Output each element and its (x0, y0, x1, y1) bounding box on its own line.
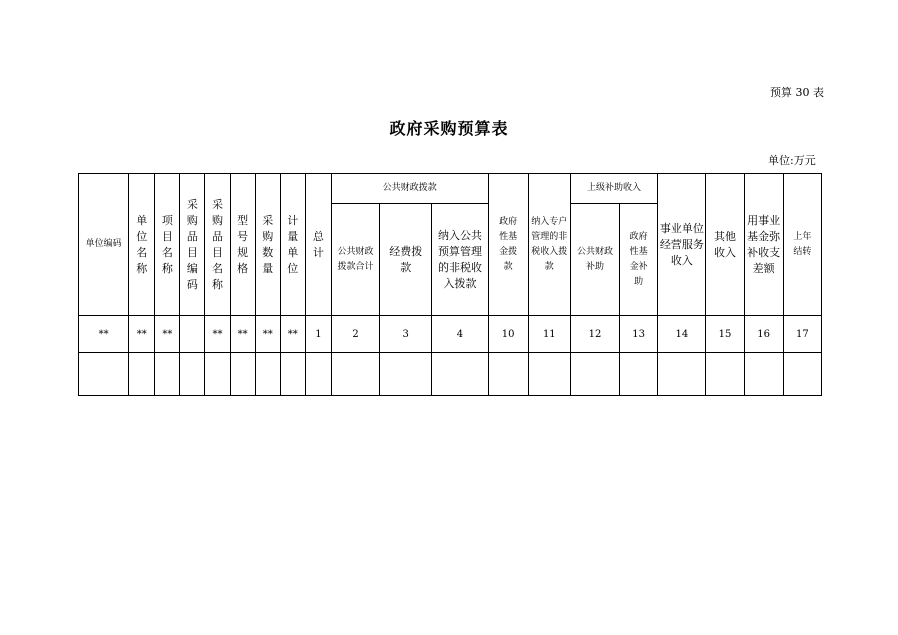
header-fund-cover: 用事业基金弥补收支差额 (744, 174, 783, 316)
header-item-name: 采购品目名称 (205, 174, 230, 316)
header-us-public: 公共财政补助 (570, 204, 619, 316)
header-carryover: 上年结转 (783, 174, 821, 316)
blank-cell[interactable] (570, 353, 619, 396)
code-cell: 13 (620, 316, 658, 353)
code-cell: 17 (783, 316, 821, 353)
blank-row (79, 353, 822, 396)
blank-cell[interactable] (305, 353, 331, 396)
code-cell: 15 (706, 316, 744, 353)
blank-cell[interactable] (255, 353, 280, 396)
blank-cell[interactable] (331, 353, 379, 396)
header-public-finance: 公共财政拨款 (331, 174, 488, 204)
header-model-spec: 型号规格 (230, 174, 255, 316)
header-total: 总计 (305, 174, 331, 316)
code-cell: ** (129, 316, 155, 353)
header-us-fund: 政府性基金补助 (620, 204, 658, 316)
header-unit-name: 单位名称 (129, 174, 155, 316)
header-gov-fund: 政府性基金拨款 (488, 174, 528, 316)
blank-cell[interactable] (280, 353, 305, 396)
code-cell: ** (155, 316, 180, 353)
header-pf-nontax: 纳入公共预算管理的非税收入拨款 (432, 204, 488, 316)
header-quantity: 采购数量 (255, 174, 280, 316)
unit-label: 单位:万元 (768, 154, 816, 167)
blank-cell[interactable] (79, 353, 129, 396)
code-cell: ** (255, 316, 280, 353)
blank-cell[interactable] (488, 353, 528, 396)
header-upper-subsidy: 上级补助收入 (570, 174, 657, 204)
header-pf-total: 公共财政拨款合计 (331, 204, 379, 316)
code-cell: 3 (380, 316, 432, 353)
code-row (79, 316, 822, 353)
code-cell: ** (79, 316, 129, 353)
header-business-income: 事业单位经营服务收入 (658, 174, 706, 316)
code-cell: 10 (488, 316, 528, 353)
header-item-code: 采购品目编码 (180, 174, 205, 316)
code-cell: 12 (570, 316, 619, 353)
header-pf-expense: 经费拨款 (380, 204, 432, 316)
header-measure-unit: 计量单位 (280, 174, 305, 316)
code-cell: 2 (331, 316, 379, 353)
blank-cell[interactable] (658, 353, 706, 396)
code-cell: 16 (744, 316, 783, 353)
code-cell: ** (230, 316, 255, 353)
blank-cell[interactable] (129, 353, 155, 396)
code-cell: 4 (432, 316, 488, 353)
blank-cell[interactable] (528, 353, 570, 396)
blank-cell[interactable] (230, 353, 255, 396)
page-title: 政府采购预算表 (389, 119, 509, 138)
blank-cell[interactable] (155, 353, 180, 396)
form-number: 预算 30 表 (770, 86, 824, 99)
header-special-nontax: 纳入专户管理的非税收入拨款 (528, 174, 570, 316)
blank-cell[interactable] (432, 353, 488, 396)
blank-cell[interactable] (706, 353, 744, 396)
blank-cell[interactable] (783, 353, 821, 396)
code-cell: 14 (658, 316, 706, 353)
procurement-budget-table (78, 173, 822, 396)
header-other-income: 其他收入 (706, 174, 744, 316)
code-cell: ** (280, 316, 305, 353)
blank-cell[interactable] (620, 353, 658, 396)
blank-cell[interactable] (380, 353, 432, 396)
header-project-name: 项目名称 (155, 174, 180, 316)
header-unit-code: 单位编码 (79, 174, 129, 316)
code-cell (180, 316, 205, 353)
blank-cell[interactable] (180, 353, 205, 396)
code-cell: 11 (528, 316, 570, 353)
blank-cell[interactable] (205, 353, 230, 396)
code-cell: 1 (305, 316, 331, 353)
code-cell: ** (205, 316, 230, 353)
blank-cell[interactable] (744, 353, 783, 396)
